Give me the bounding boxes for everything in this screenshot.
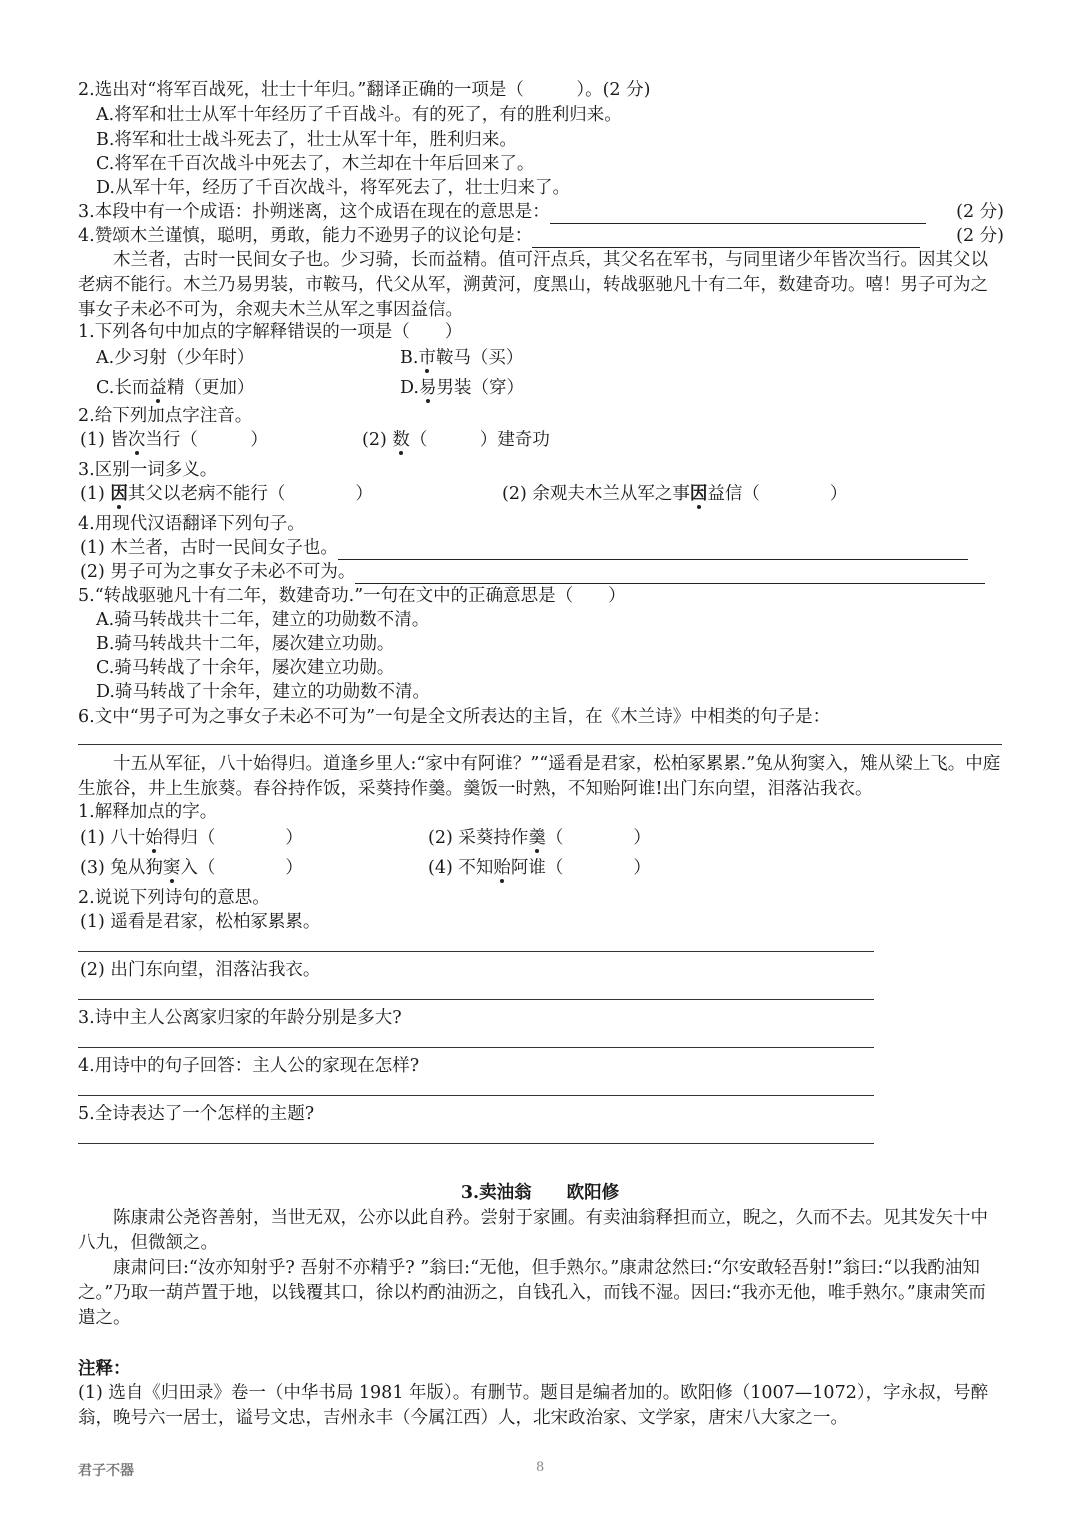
footer-brand: 君子不器 xyxy=(78,1463,134,1479)
passage-mulan: 木兰者，古时一民间女子也。少习骑，长而益精。值可汗点兵，其父名在军书，与同里诸少年皆次当行。因其父以老病不能行。木兰乃易男装，市鞍马，代父从军，溯黄河，度黑山，转战驱驰凡十有二年，数建奇功。嘻！男子可为之事女子未必不可为，余观夫木兰从军之事因益信。 xyxy=(78,250,988,320)
sub-item: (2) 出门东向望，泪落沾我衣。 xyxy=(80,960,321,980)
dotted-char: 羹 xyxy=(528,828,546,848)
dotted-char: 因 xyxy=(110,484,128,504)
dotted-char: 易 xyxy=(418,378,437,398)
section-paragraph: 康肃问曰:“汝亦知射乎? 吾射不亦精乎? ”翁曰:“无他，但手熟尔。”康肃忿然曰:“尔安敢轻吾射!”翁曰:“以我酌油知之。”乃取一葫芦置于地，以钱覆其口，徐以杓酌油沥之，自钱孔入，而钱不湿。因曰:“我亦无他，唯手熟尔。”康肃笑而遣之。 xyxy=(78,1258,986,1328)
answer-line[interactable] xyxy=(78,1047,874,1048)
opt-text: 男装（穿） xyxy=(436,378,524,398)
note: (1) 选自《归田录》卷一（中华书局 1981 年版）。有删节。题目是编者加的。欧阳修（1007—1072），字永叔，号醉翁，晚号六一居士，谥号文忠，吉州永丰（今属江西）人，北宋政治家、文学家，唐宋八大家之一。 xyxy=(78,1383,989,1428)
score: (2 分) xyxy=(956,226,1004,246)
question-2: 2.说说下列诗句的意思。 xyxy=(78,888,270,908)
passage-poem: 十五从军征，八十始得归。道逢乡里人:“家中有阿谁？”“遥看是君家，松柏冢累累.”兔从狗窦入，雉从梁上飞。中庭生旅谷，井上生旅葵。春谷持作饭，采葵持作羹。羹饭一时熟，不知贻阿谁!出门东向望，泪落沾我衣。 xyxy=(78,754,1001,799)
sub-text: (1) 木兰者，古时一民间女子也。 xyxy=(80,538,338,558)
sub-text: 得归（ ） xyxy=(162,828,303,848)
dotted-char: 因 xyxy=(689,484,708,504)
sub-text: （ ）建奇功 xyxy=(409,430,550,450)
option-d: D.骑马转战了十余年，建立的功勋数不清。 xyxy=(96,682,430,702)
question-6: 6.文中“男子可为之事女子未必不可为”一句是全文所表达的主旨，在《木兰诗》中相类的句子是： xyxy=(78,707,831,727)
opt-text: A.少 xyxy=(96,348,132,368)
answer-blank[interactable] xyxy=(338,541,968,560)
dotted-char: 市 xyxy=(418,348,436,368)
option-a: A.将军和壮士从军十年经历了千百战斗。有的死了，有的胜利归来。 xyxy=(96,105,622,125)
question-4 xyxy=(78,224,1004,248)
question-2: 2.给下列加点字注音。 xyxy=(78,406,253,426)
sub-text: 入（ ） xyxy=(180,858,303,878)
section-paragraph: 陈康肃公尧咨善射，当世无双，公亦以此自矜。尝射于家圃。有卖油翁释担而立，睨之，久而不去。见其发矢十中八九，但微颔之。 xyxy=(78,1208,988,1253)
option-c: C.骑马转战了十余年，屡次建立功勋。 xyxy=(96,658,395,678)
answer-blank[interactable] xyxy=(532,229,920,248)
question-1: 1.解释加点的字。 xyxy=(78,802,218,822)
dotted-char: 次 xyxy=(127,430,146,450)
opt-text: 精（更加） xyxy=(166,378,255,398)
option-b: B.骑马转战共十二年，屡次建立功勋。 xyxy=(96,634,395,654)
sub-text: (2) xyxy=(362,430,393,450)
opt-text: 习射（少年时） xyxy=(131,348,255,368)
sub-item xyxy=(80,560,1004,584)
sub-text: (1) 八十 xyxy=(80,828,146,848)
sub-text: 当行（ ） xyxy=(145,430,268,450)
sub-item xyxy=(502,482,1004,506)
question-1: 1.下列各句中加点的字解释错误的一项是（ ） xyxy=(78,322,463,342)
option-d: D.从军十年，经历了千百次战斗，将军死去了，壮士归来了。 xyxy=(96,178,570,198)
answer-line[interactable] xyxy=(78,999,874,1000)
question-4: 4.用现代汉语翻译下列句子。 xyxy=(78,514,305,534)
opt-text: 鞍马（买） xyxy=(435,348,524,368)
sub-text: (2) 采葵持作 xyxy=(428,828,529,848)
opt-text: D. xyxy=(400,378,419,398)
sub-text: (1) 皆 xyxy=(80,430,128,450)
dotted-char: 数 xyxy=(392,430,410,450)
dotted-char: 贻 xyxy=(493,858,511,878)
sub-text: 其父以老病不能行（ ） xyxy=(127,484,373,504)
answer-line[interactable] xyxy=(78,1095,874,1096)
notes-label: 注释： xyxy=(78,1359,131,1379)
sub-item xyxy=(428,826,1004,850)
dotted-char: 始 xyxy=(145,828,163,848)
sub-text: (2) 余观夫木兰从军之事 xyxy=(502,484,690,504)
question-4: 4.用诗中的句子回答：主人公的家现在怎样? xyxy=(78,1056,420,1076)
sub-text: 阿谁（ ） xyxy=(510,858,651,878)
question-3 xyxy=(78,200,1004,224)
dotted-char: 益 xyxy=(149,378,167,398)
sub-text: (3) 兔从狗 xyxy=(80,858,163,878)
option-b xyxy=(400,346,1004,370)
question-4-text: 4.赞颂木兰谨慎，聪明，勇敢，能力不逊男子的议论句是： xyxy=(78,226,533,246)
option-b: B.将军和壮士战斗死去了，壮士从军十年，胜利归来。 xyxy=(96,130,517,150)
section-title: 3.卖油翁 欧阳修 xyxy=(460,1183,620,1203)
question-5: 5.全诗表达了一个怎样的主题? xyxy=(78,1104,315,1124)
question-3: 3.区别一词多义。 xyxy=(78,460,218,480)
answer-line[interactable] xyxy=(78,1143,874,1144)
sub-text: 益信（ ） xyxy=(707,484,848,504)
option-d xyxy=(400,376,1004,400)
page-number: 8 xyxy=(536,1460,545,1475)
opt-text: B. xyxy=(400,348,419,368)
sub-item xyxy=(428,856,1004,880)
sub-item xyxy=(362,428,1004,452)
question-5: 5.“转战驱驰凡十有二年，数建奇功.”一句在文中的正确意思是（ ） xyxy=(78,586,626,606)
option-a: A.骑马转战共十二年，建立的功勋数不清。 xyxy=(96,610,430,630)
sub-text: (1) xyxy=(80,484,111,504)
answer-line[interactable] xyxy=(78,744,1002,745)
sub-text: （ ） xyxy=(545,828,651,848)
sub-item xyxy=(80,536,1004,560)
sub-text: (2) 男子可为之事女子未必不可为。 xyxy=(80,562,356,582)
answer-blank[interactable] xyxy=(355,565,985,584)
option-c: C.将军在千百次战斗中死去了，木兰却在十年后回来了。 xyxy=(96,154,535,174)
question-2: 2.选出对“将军百战死，壮士十年归。”翻译正确的一项是（ ）。(2 分) xyxy=(78,80,651,100)
opt-text: C.长而 xyxy=(96,378,150,398)
score: (2 分) xyxy=(956,202,1004,222)
sub-item: (1) 遥看是君家，松柏冢累累。 xyxy=(80,912,321,932)
answer-line[interactable] xyxy=(78,951,874,952)
answer-blank[interactable] xyxy=(550,205,926,224)
sub-text: (4) 不知 xyxy=(428,858,494,878)
dotted-char: 窦 xyxy=(162,858,181,878)
question-3-text: 3.本段中有一个成语：扑朔迷离，这个成语在现在的意思是： xyxy=(78,202,550,222)
question-3: 3.诗中主人公离家归家的年龄分别是多大? xyxy=(78,1008,402,1028)
